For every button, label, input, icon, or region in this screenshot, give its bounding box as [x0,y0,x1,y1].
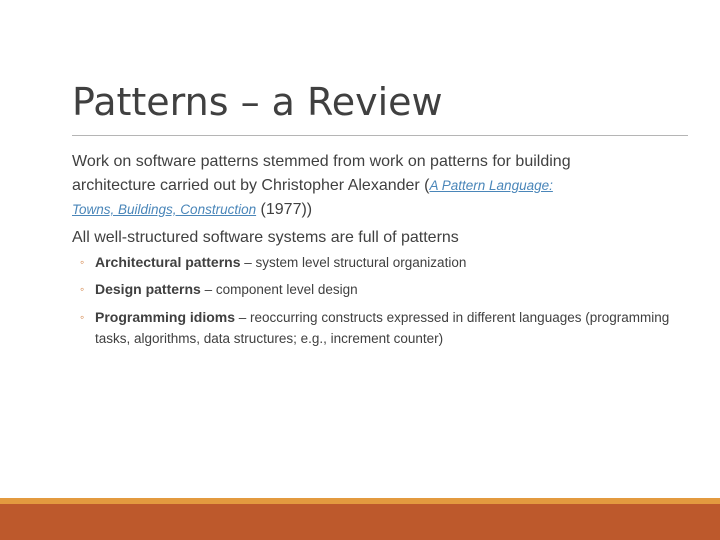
footer-bar [0,504,720,540]
list-item-idioms [80,307,680,349]
list-item-design [80,280,680,299]
pattern-types-list [80,253,680,349]
title-divider [72,135,688,136]
book-link-part-1[interactable]: A Pattern Language: [429,178,553,193]
bullet-desc: – system level structural organization [240,255,467,270]
intro-line-2 [72,174,672,198]
list-item-architectural [80,253,680,272]
intro-paragraph [72,150,672,222]
slide-title: Patterns – a Review [72,80,443,124]
bullet-term: Architectural patterns [95,254,241,270]
book-link-part-2[interactable]: Towns, Buildings, Construction [72,202,257,217]
bullet-marker-icon: ◦ [80,282,85,296]
intro-line-1: Work on software patterns stemmed from work on patterns for building [72,153,571,170]
bullet-desc: – component level design [200,282,358,297]
bullet-marker-icon: ◦ [80,310,85,324]
intro-suffix: (1977)) [256,201,313,218]
bullet-term: Programming idioms [95,309,236,325]
intro-line-2-text: architecture carried out by Christopher Alexander ( [72,177,430,194]
intro-line-3 [72,198,672,222]
bullet-term: Design patterns [95,281,201,297]
bullet-desc: – reoccurring constructs expressed in different languages (programming tasks, algorithms, data structures; e.g., increment counter) [95,310,670,346]
bullet-marker-icon: ◦ [80,255,85,269]
patterns-lead-text: All well-structured software systems are full of patterns [72,229,459,246]
